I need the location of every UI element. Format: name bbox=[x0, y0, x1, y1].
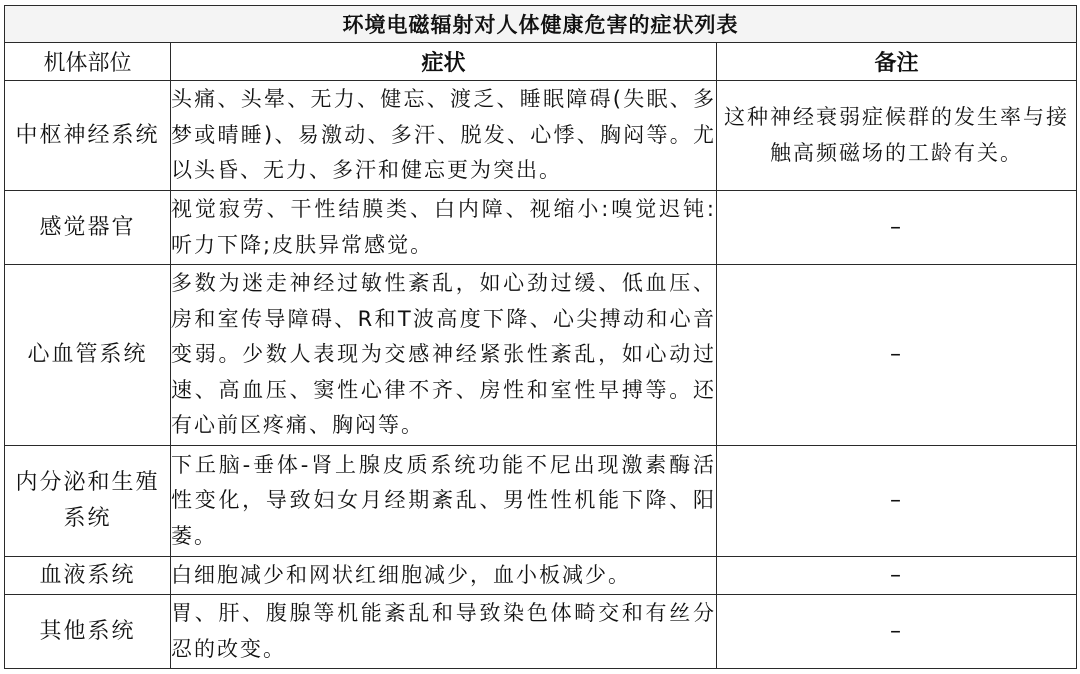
symptom-cell: 胃、肝、腹腺等机能紊乱和导致染色体畸交和有丝分忍的改变。 bbox=[171, 595, 717, 669]
remark-cell: – bbox=[717, 557, 1077, 595]
symptom-cell: 多数为迷走神经过敏性紊乱，如心劲过缓、低血压、房和室传导障碍、R和T波高度下降、心尖搏动和心音变弱。少数人表现为交感神经紧张性紊乱，如心动过速、高血压、窦性心律不齐、房性和室性早搏等。还有心前区疼痛、胸闷等。 bbox=[171, 265, 717, 446]
table-title: 环境电磁辐射对人体健康危害的症状列表 bbox=[5, 6, 1077, 43]
symptom-cell: 白细胞减少和网状红细胞减少，血小板减少。 bbox=[171, 557, 717, 595]
symptom-cell: 头痛、头晕、无力、健忘、渡乏、睡眠障碍(失眠、多梦或晴睡)、易激动、多汗、脱发、心悸、胸闷等。尤以头昏、无力、多汗和健忘更为突出。 bbox=[171, 81, 717, 191]
organ-cell: 血液系统 bbox=[5, 557, 171, 595]
table-row bbox=[5, 81, 1077, 191]
header-row bbox=[5, 43, 1077, 81]
title-row bbox=[5, 6, 1077, 43]
remark-cell: – bbox=[717, 191, 1077, 265]
table-row bbox=[5, 265, 1077, 446]
table-row bbox=[5, 595, 1077, 669]
organ-cell: 感觉器官 bbox=[5, 191, 171, 265]
organ-cell: 中枢神经系统 bbox=[5, 81, 171, 191]
table-row bbox=[5, 557, 1077, 595]
remark-cell: – bbox=[717, 595, 1077, 669]
table-row bbox=[5, 191, 1077, 265]
symptom-cell: 下丘脑-垂体-肾上腺皮质系统功能不尼出现激素酶活性变化，导致妇女月经期紊乱、男性性机能下降、阳萎。 bbox=[171, 446, 717, 557]
organ-cell: 其他系统 bbox=[5, 595, 171, 669]
remark-cell: – bbox=[717, 446, 1077, 557]
header-symptom: 症状 bbox=[171, 43, 717, 81]
remark-cell: 这种神经衰弱症候群的发生率与接触高频磁场的工龄有关。 bbox=[717, 81, 1077, 191]
remark-cell: – bbox=[717, 265, 1077, 446]
header-remark: 备注 bbox=[717, 43, 1077, 81]
table-row bbox=[5, 446, 1077, 557]
organ-cell: 心血管系统 bbox=[5, 265, 171, 446]
header-organ: 机体部位 bbox=[5, 43, 171, 81]
symptom-cell: 视觉寂劳、干性结膜类、白内障、视缩小:嗅觉迟钝:听力下降;皮肤异常感觉。 bbox=[171, 191, 717, 265]
symptom-table bbox=[4, 5, 1077, 669]
organ-cell: 内分泌和生殖系统 bbox=[5, 446, 171, 557]
